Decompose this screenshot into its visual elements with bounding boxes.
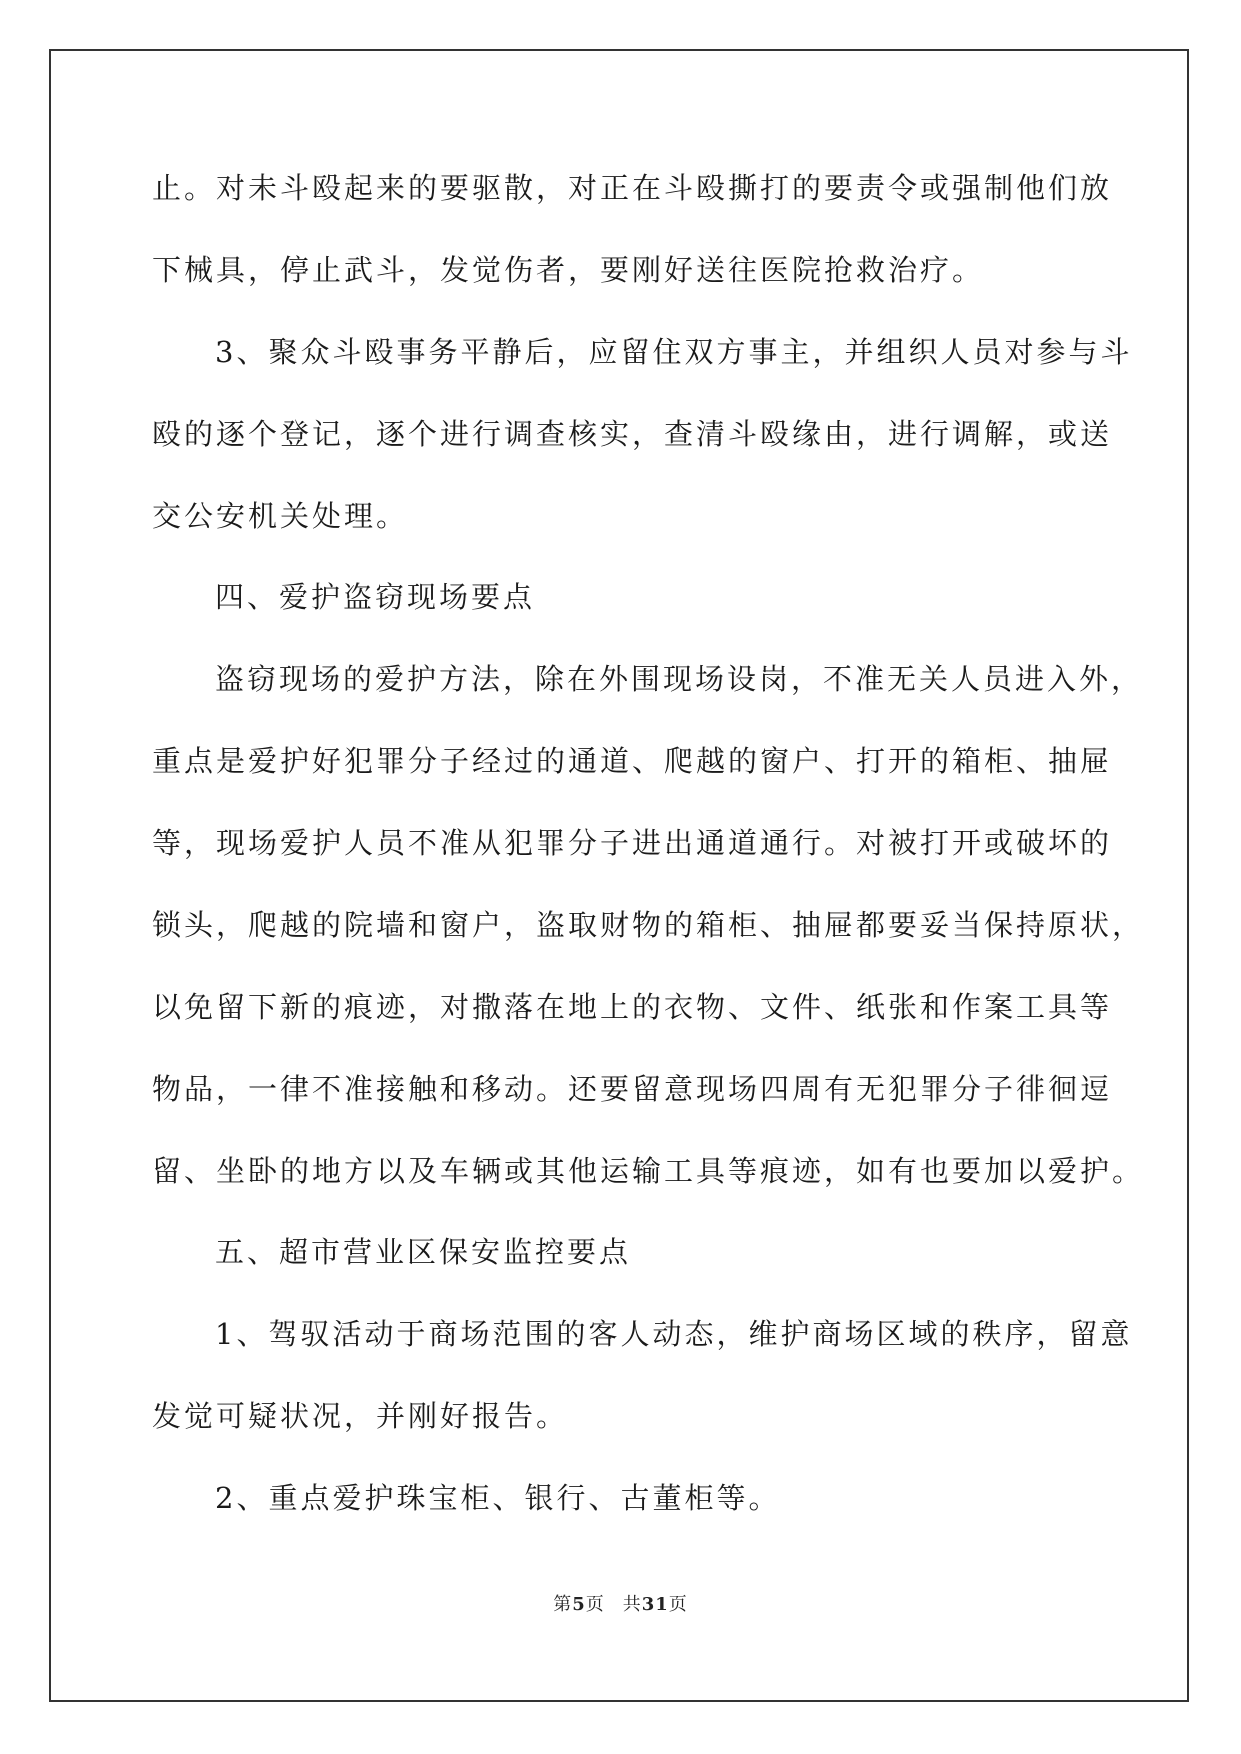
- body-line-11: 以免留下新的痕迹，对撒落在地上的衣物、文件、纸张和作案工具等: [152, 990, 1113, 1024]
- body-line-12: 物品，一律不准接触和移动。还要留意现场四周有无犯罪分子徘徊逗: [152, 1072, 1113, 1106]
- body-line-5: 交公安机关处理。: [152, 499, 409, 533]
- body-line-10: 锁头，爬越的院墙和窗户，盗取财物的箱柜、抽屉都要妥当保持原状，: [152, 908, 1145, 942]
- section-heading-5: 五、超市营业区保安监控要点: [215, 1235, 632, 1269]
- page-number: 5: [572, 1594, 586, 1615]
- body-line-7: 盗窃现场的爱护方法，除在外围现场设岗，不准无关人员进入外，: [215, 662, 1144, 696]
- body-line-2: 下械具，停止武斗，发觉伤者，要刚好送往医院抢救治疗。: [152, 253, 985, 287]
- body-line-4: 殴的逐个登记，逐个进行调查核实，查清斗殴缘由，进行调解，或送: [152, 417, 1113, 451]
- body-line-9: 等，现场爱护人员不准从犯罪分子进出通道通行。对被打开或破坏的: [152, 826, 1113, 860]
- body-line-17: 2、重点爱护珠宝柜、银行、古董柜等。: [215, 1481, 781, 1515]
- body-line-8: 重点是爱护好犯罪分子经过的通道、爬越的窗户、打开的箱柜、抽屉: [152, 744, 1113, 778]
- body-line-1: 止。对未斗殴起来的要驱散，对正在斗殴撕打的要责令或强制他们放: [152, 171, 1113, 205]
- page-suffix: 页: [585, 1594, 605, 1615]
- section-heading-4: 四、爱护盗窃现场要点: [215, 580, 536, 614]
- page-footer: [0, 1590, 1241, 1616]
- body-line-16: 发觉可疑状况，并刚好报告。: [152, 1399, 569, 1433]
- total-pages: 31: [641, 1594, 669, 1615]
- total-suffix: 页: [668, 1594, 688, 1615]
- page-prefix: 第: [553, 1594, 573, 1615]
- body-line-3: 3、聚众斗殴事务平静后，应留住双方事主，并组织人员对参与斗: [215, 335, 1133, 369]
- body-line-13: 留、坐卧的地方以及车辆或其他运输工具等痕迹，如有也要加以爱护。: [152, 1154, 1145, 1188]
- total-prefix: 共: [622, 1594, 642, 1615]
- body-line-15: 1、驾驭活动于商场范围的客人动态，维护商场区域的秩序，留意: [215, 1317, 1133, 1351]
- page-border: [49, 49, 1189, 1702]
